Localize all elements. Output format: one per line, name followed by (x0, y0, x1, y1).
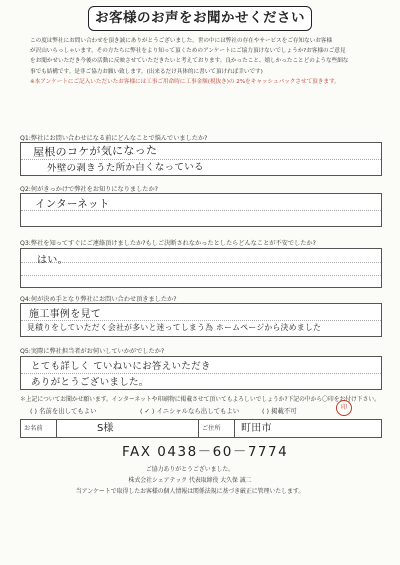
name-address-row (20, 419, 382, 438)
footer-company: 株式会社シェアテック 代表取締役 大久保 誠二 (128, 477, 252, 484)
question-2-answer-line-1: インターネット (35, 198, 110, 210)
name-field[interactable]: S様 (57, 420, 199, 437)
option-initials[interactable] (140, 406, 239, 415)
option-no-publish-label: 掲載不可 (271, 407, 297, 415)
option-initials-label: イニシャルなら出してもよい (156, 407, 240, 415)
intro-line: この度は弊社にお問い合わせを頂き誠にありがとうございました。世の中には弊社の存在やサービスをご存知ないお客様 (30, 38, 333, 44)
option-full-name-label: 名前を出してもよい (39, 407, 97, 415)
question-4-answer-line-2: 見積りをしていただく会社が多いと迷ってしまう為 ホームページから決めました (27, 323, 322, 332)
question-5-answer-box[interactable] (20, 356, 382, 390)
question-1-answer-line-1: 屋根のコケが気になった (32, 143, 158, 159)
question-2-label: Q2:何がきっかけで弊社をお知りになりましたか? (20, 186, 158, 193)
fax-number: FAX 0438－60－7774 (122, 444, 289, 460)
name-label: お名前 (21, 420, 57, 437)
consent-text: ＊上記についてお聞かせ願います。インターネットや印刷物に掲載させて頂いてもよろしいでしょうか?下記の中から〇印をお付け下さい。 (20, 396, 380, 403)
question-4-answer-box[interactable] (20, 303, 382, 337)
footer-thanks: ご協力ありがとうございました。 (145, 466, 235, 473)
question-2-answer-box[interactable] (20, 193, 382, 227)
question-1-answer-line-2: 外壁の剥きうた所か白くなっている (46, 161, 204, 174)
question-5-answer-line-1: とても詳しく ていねいにお答えいただき (31, 361, 211, 372)
seal-stamp: 印 (336, 400, 352, 416)
cashback-note: ※本アンケートにご記入いただいたお客様には工事ご用命時に工事金額(税抜き)の 2%をキャッシュバックさせて頂きます。 (30, 78, 340, 85)
option-full-name[interactable] (30, 406, 97, 415)
question-3-answer-line-1: はい。 (37, 255, 68, 266)
question-4-label: Q4:何が決め手となり弊社にお問い合わせ頂きましたか? (20, 296, 177, 303)
question-5-label: Q5:実際に弊社担当者がお伺いしていかがでしたか? (20, 348, 165, 355)
question-3-label: Q3:弊社を知ってすぐにご連絡頂けましたか?もしご決断されなかったとしたらどんなことが不安でしたか? (20, 240, 316, 247)
option-no-publish[interactable] (262, 406, 297, 415)
footer-privacy: 当アンケートで取得したお客様の個人情報は関係法規に基づき厳正に管理いたします。 (75, 488, 305, 495)
option-initials-mark: ( ✓ ) (140, 407, 155, 415)
page-title: お客様のお声をお聞かせください (88, 6, 312, 31)
address-field[interactable]: 町田市 (241, 423, 272, 434)
intro-line: が沢山いらっしゃいます。その方たちに弊社をより知って頂くためのアンケートにご協力頂けないでしょうか?お客様のご意見 (30, 48, 346, 55)
question-5-answer-line-2: ありがとうございました。 (31, 377, 149, 388)
intro-text (30, 36, 378, 87)
intro-line: をお聞かせいただき今後の活動に反映させていただきたいと考えております。良かったこと、嬉しかったことどのような些細な (30, 58, 349, 65)
intro-line: 事でも結構です。是非ご協力お願い致します。(出来るだけ具体的に書いて頂ければ幸いです) (30, 68, 263, 75)
question-1-answer-box[interactable] (20, 142, 382, 176)
option-full-name-mark: ( ) (30, 407, 38, 415)
question-3-answer-box[interactable] (20, 248, 382, 288)
question-4-answer-line-1: 施工事例を見て (29, 309, 102, 320)
address-label: ご住所 (199, 420, 235, 437)
option-no-publish-mark: ( ) (262, 407, 270, 415)
question-1-label: Q1:弊社にお問い合わせになる前にどんなことで悩んでいましたか? (20, 135, 208, 142)
